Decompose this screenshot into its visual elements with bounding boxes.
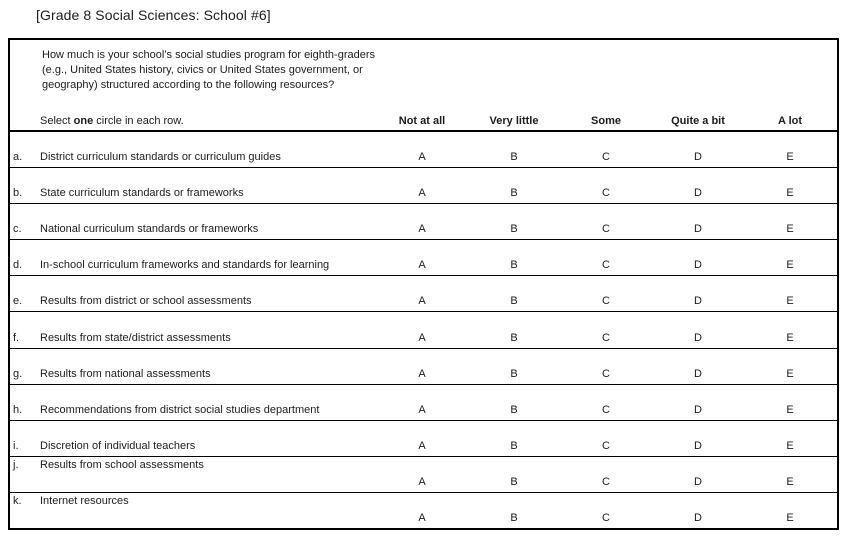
- row-id: c.: [13, 223, 22, 236]
- table-row: [10, 421, 837, 457]
- option-d-row-a[interactable]: D: [694, 151, 702, 164]
- option-a-row-c[interactable]: A: [418, 223, 426, 236]
- option-e-row-h[interactable]: E: [786, 403, 794, 416]
- table-row: [10, 168, 837, 204]
- row-label: Recommendations from district social studies department: [40, 403, 320, 416]
- row-id: g.: [13, 367, 23, 380]
- table-row: [10, 240, 837, 276]
- row-label: District curriculum standards or curriculum guides: [40, 151, 281, 164]
- table-row: [10, 385, 837, 421]
- row-id: i.: [13, 439, 19, 452]
- option-b-row-d[interactable]: B: [510, 259, 518, 272]
- option-b-row-f[interactable]: B: [510, 331, 518, 344]
- select-instruction: Select one circle in each row.: [40, 115, 184, 127]
- option-d-row-c[interactable]: D: [694, 223, 702, 236]
- row-id: f.: [13, 331, 20, 344]
- option-e-row-b[interactable]: E: [786, 187, 794, 200]
- option-c-row-f[interactable]: C: [602, 331, 610, 344]
- option-b-row-e[interactable]: B: [510, 295, 518, 308]
- question-header-cell: [10, 40, 837, 132]
- row-label: Results from district or school assessments: [40, 295, 252, 308]
- option-e-row-g[interactable]: E: [786, 367, 794, 380]
- option-c-row-d[interactable]: C: [602, 259, 610, 272]
- scale-header-a-lot: A lot: [777, 115, 803, 127]
- row-label: State curriculum standards or frameworks: [40, 187, 244, 200]
- option-e-row-d[interactable]: E: [786, 259, 794, 272]
- scale-header-very-little: Very little: [489, 115, 539, 127]
- option-a-row-f[interactable]: A: [418, 331, 426, 344]
- row-id: d.: [13, 259, 23, 272]
- option-e-row-i[interactable]: E: [786, 439, 794, 452]
- option-b-row-b[interactable]: B: [510, 187, 518, 200]
- table-row: [10, 349, 837, 385]
- row-label: National curriculum standards or frameworks: [40, 223, 259, 236]
- option-e-row-e[interactable]: E: [786, 295, 794, 308]
- option-b-row-j[interactable]: B: [510, 475, 518, 488]
- question-prompt: [42, 48, 375, 93]
- option-c-row-i[interactable]: C: [602, 439, 610, 452]
- option-c-row-e[interactable]: C: [602, 295, 610, 308]
- scale-header-row: [10, 115, 837, 127]
- option-a-row-i[interactable]: A: [418, 439, 426, 452]
- option-d-row-e[interactable]: D: [694, 295, 702, 308]
- row-label: Results from national assessments: [40, 367, 211, 380]
- option-c-row-b[interactable]: C: [602, 187, 610, 200]
- table-row: [10, 457, 837, 493]
- scale-header-some: Some: [591, 115, 621, 127]
- option-e-row-a[interactable]: E: [786, 151, 794, 164]
- option-c-row-c[interactable]: C: [602, 223, 610, 236]
- question-prompt-line: geography) structured according to the following resources?: [42, 79, 335, 91]
- option-d-row-h[interactable]: D: [694, 403, 702, 416]
- option-b-row-c[interactable]: B: [510, 223, 518, 236]
- option-a-row-j[interactable]: A: [418, 475, 426, 488]
- row-id: k.: [13, 494, 22, 507]
- question-prompt-line: How much is your school’s social studies program for eighth-graders: [42, 49, 375, 61]
- option-d-row-g[interactable]: D: [694, 367, 702, 380]
- row-label: Internet resources: [40, 494, 129, 507]
- option-a-row-e[interactable]: A: [418, 295, 426, 308]
- row-id: a.: [13, 151, 23, 164]
- option-d-row-i[interactable]: D: [694, 439, 702, 452]
- option-b-row-a[interactable]: B: [510, 151, 518, 164]
- option-b-row-k[interactable]: B: [510, 512, 518, 525]
- row-label: Results from school assessments: [40, 458, 204, 471]
- option-d-row-b[interactable]: D: [694, 187, 702, 200]
- table-row: [10, 132, 837, 168]
- table-row: [10, 276, 837, 312]
- option-b-row-h[interactable]: B: [510, 403, 518, 416]
- row-id: j.: [13, 458, 19, 471]
- scale-header-quite-a-bit: Quite a bit: [671, 115, 725, 127]
- option-c-row-j[interactable]: C: [602, 475, 610, 488]
- table-row: [10, 204, 837, 240]
- option-a-row-d[interactable]: A: [418, 259, 426, 272]
- option-d-row-k[interactable]: D: [694, 512, 702, 525]
- option-c-row-a[interactable]: C: [602, 151, 610, 164]
- option-b-row-i[interactable]: B: [510, 439, 518, 452]
- row-label: Results from state/district assessments: [40, 331, 231, 344]
- row-id: h.: [13, 403, 23, 416]
- row-id: b.: [13, 187, 23, 200]
- option-a-row-b[interactable]: A: [418, 187, 426, 200]
- option-a-row-k[interactable]: A: [418, 512, 426, 525]
- row-label: Discretion of individual teachers: [40, 439, 196, 452]
- row-label: In-school curriculum frameworks and standards for learning: [40, 259, 330, 272]
- option-a-row-g[interactable]: A: [418, 367, 426, 380]
- page-title: [Grade 8 Social Sciences: School #6]: [36, 7, 271, 23]
- table-row: [10, 493, 837, 528]
- option-e-row-c[interactable]: E: [786, 223, 794, 236]
- option-c-row-h[interactable]: C: [602, 403, 610, 416]
- option-c-row-g[interactable]: C: [602, 367, 610, 380]
- option-e-row-f[interactable]: E: [786, 331, 794, 344]
- row-id: e.: [13, 295, 23, 308]
- option-d-row-f[interactable]: D: [694, 331, 702, 344]
- survey-table: [8, 38, 839, 530]
- option-e-row-j[interactable]: E: [786, 475, 794, 488]
- scale-header-not-at-all: Not at all: [398, 115, 446, 127]
- option-a-row-h[interactable]: A: [418, 403, 426, 416]
- option-c-row-k[interactable]: C: [602, 512, 610, 525]
- option-d-row-d[interactable]: D: [694, 259, 702, 272]
- option-b-row-g[interactable]: B: [510, 367, 518, 380]
- question-prompt-line: (e.g., United States history, civics or United States government, or: [42, 64, 363, 76]
- table-row: [10, 312, 837, 348]
- option-e-row-k[interactable]: E: [786, 512, 794, 525]
- option-d-row-j[interactable]: D: [694, 475, 702, 488]
- table-rows: [10, 132, 837, 528]
- option-a-row-a[interactable]: A: [418, 151, 426, 164]
